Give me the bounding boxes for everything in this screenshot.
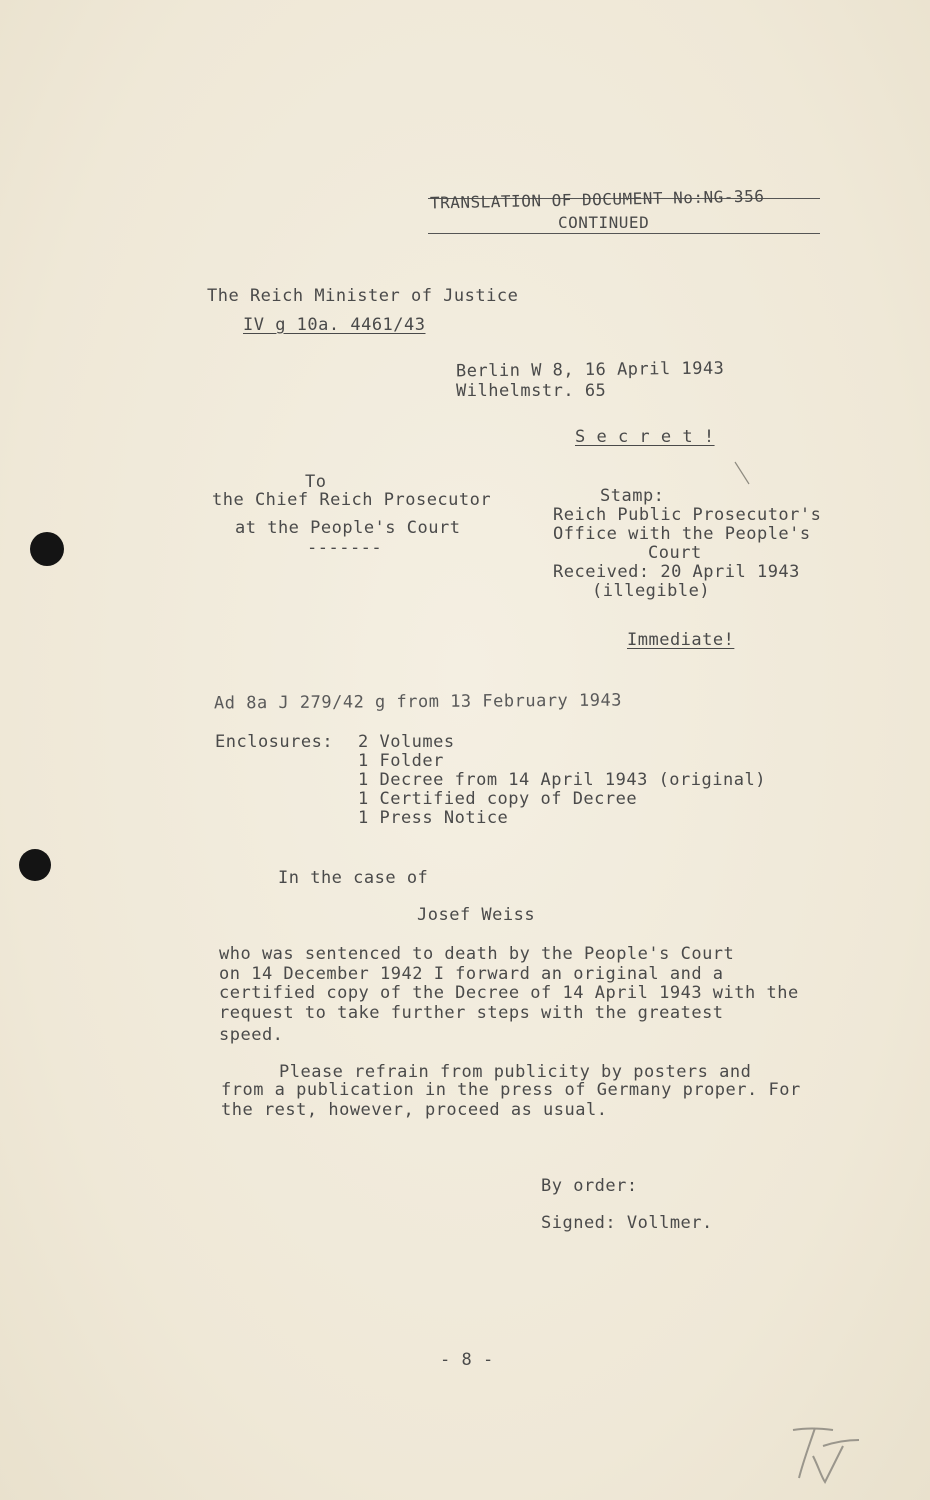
stamp-line5: (illegible) <box>592 581 711 601</box>
body-para2-line: Please refrain from publicity by posters and <box>279 1062 752 1082</box>
signed-line: Signed: Vollmer. <box>541 1213 713 1233</box>
body-para1-line: who was sentenced to death by the People's Court <box>219 944 735 964</box>
enclosures-label: Enclosures: <box>215 732 334 752</box>
page-number: - 8 - <box>440 1350 494 1370</box>
body-para1-line: on 14 December 1942 I forward an original and a <box>219 964 724 984</box>
stamp-line4: Received: 20 April 1943 <box>553 562 800 582</box>
enclosure-item: 2 Volumes <box>358 732 455 752</box>
enclosure-item: 1 Press Notice <box>358 808 509 828</box>
urgency-immediate: Immediate! <box>627 630 735 650</box>
addressee-line2: at the People's Court <box>235 518 461 538</box>
punch-hole-top <box>30 532 64 566</box>
enclosure-item: 1 Decree from 14 April 1943 (original) <box>358 770 766 790</box>
classification-secret: S e c r e t ! <box>575 427 715 447</box>
case-name: Josef Weiss <box>417 905 536 925</box>
enclosure-item: 1 Folder <box>358 751 444 771</box>
body-para1-line: request to take further steps with the greatest <box>219 1003 724 1023</box>
stamp-line3: Court <box>648 543 702 563</box>
by-order: By order: <box>541 1176 638 1196</box>
stray-pencil-stroke <box>733 460 753 488</box>
addressee-to: To <box>305 472 327 492</box>
stamp-line2: Office with the People's <box>553 524 811 544</box>
stamp-label: Stamp: <box>600 486 665 506</box>
stamp-line1: Reich Public Prosecutor's <box>553 505 822 525</box>
header-rule-bottom <box>428 233 820 234</box>
header-continued: CONTINUED <box>558 213 650 232</box>
enclosure-item: 1 Certified copy of Decree <box>358 789 638 809</box>
sender-reference: IV g 10a. 4461/43 <box>243 315 426 335</box>
sender-title: The Reich Minister of Justice <box>207 286 519 306</box>
body-para2-line: the rest, however, proceed as usual. <box>221 1100 608 1120</box>
addressee-line1: the Chief Reich Prosecutor <box>212 490 492 510</box>
body-para1-line: certified copy of the Decree of 14 April 1943 with the <box>219 983 799 1003</box>
case-intro: In the case of <box>278 868 429 888</box>
place-street: Wilhelmstr. 65 <box>456 381 607 401</box>
body-para1-line: speed. <box>219 1025 284 1045</box>
header-title: TRANSLATION OF DOCUMENT No:NG-356 <box>429 186 765 213</box>
handwritten-initials-mark <box>785 1418 865 1488</box>
place-date: Berlin W 8, 16 April 1943 <box>455 358 725 382</box>
reference-line: Ad 8a J 279/42 g from 13 February 1943 <box>213 690 623 714</box>
addressee-dashes: ------- <box>307 538 383 558</box>
punch-hole-bottom <box>19 849 51 881</box>
body-para2-line: from a publication in the press of Germany proper. For <box>221 1080 801 1100</box>
